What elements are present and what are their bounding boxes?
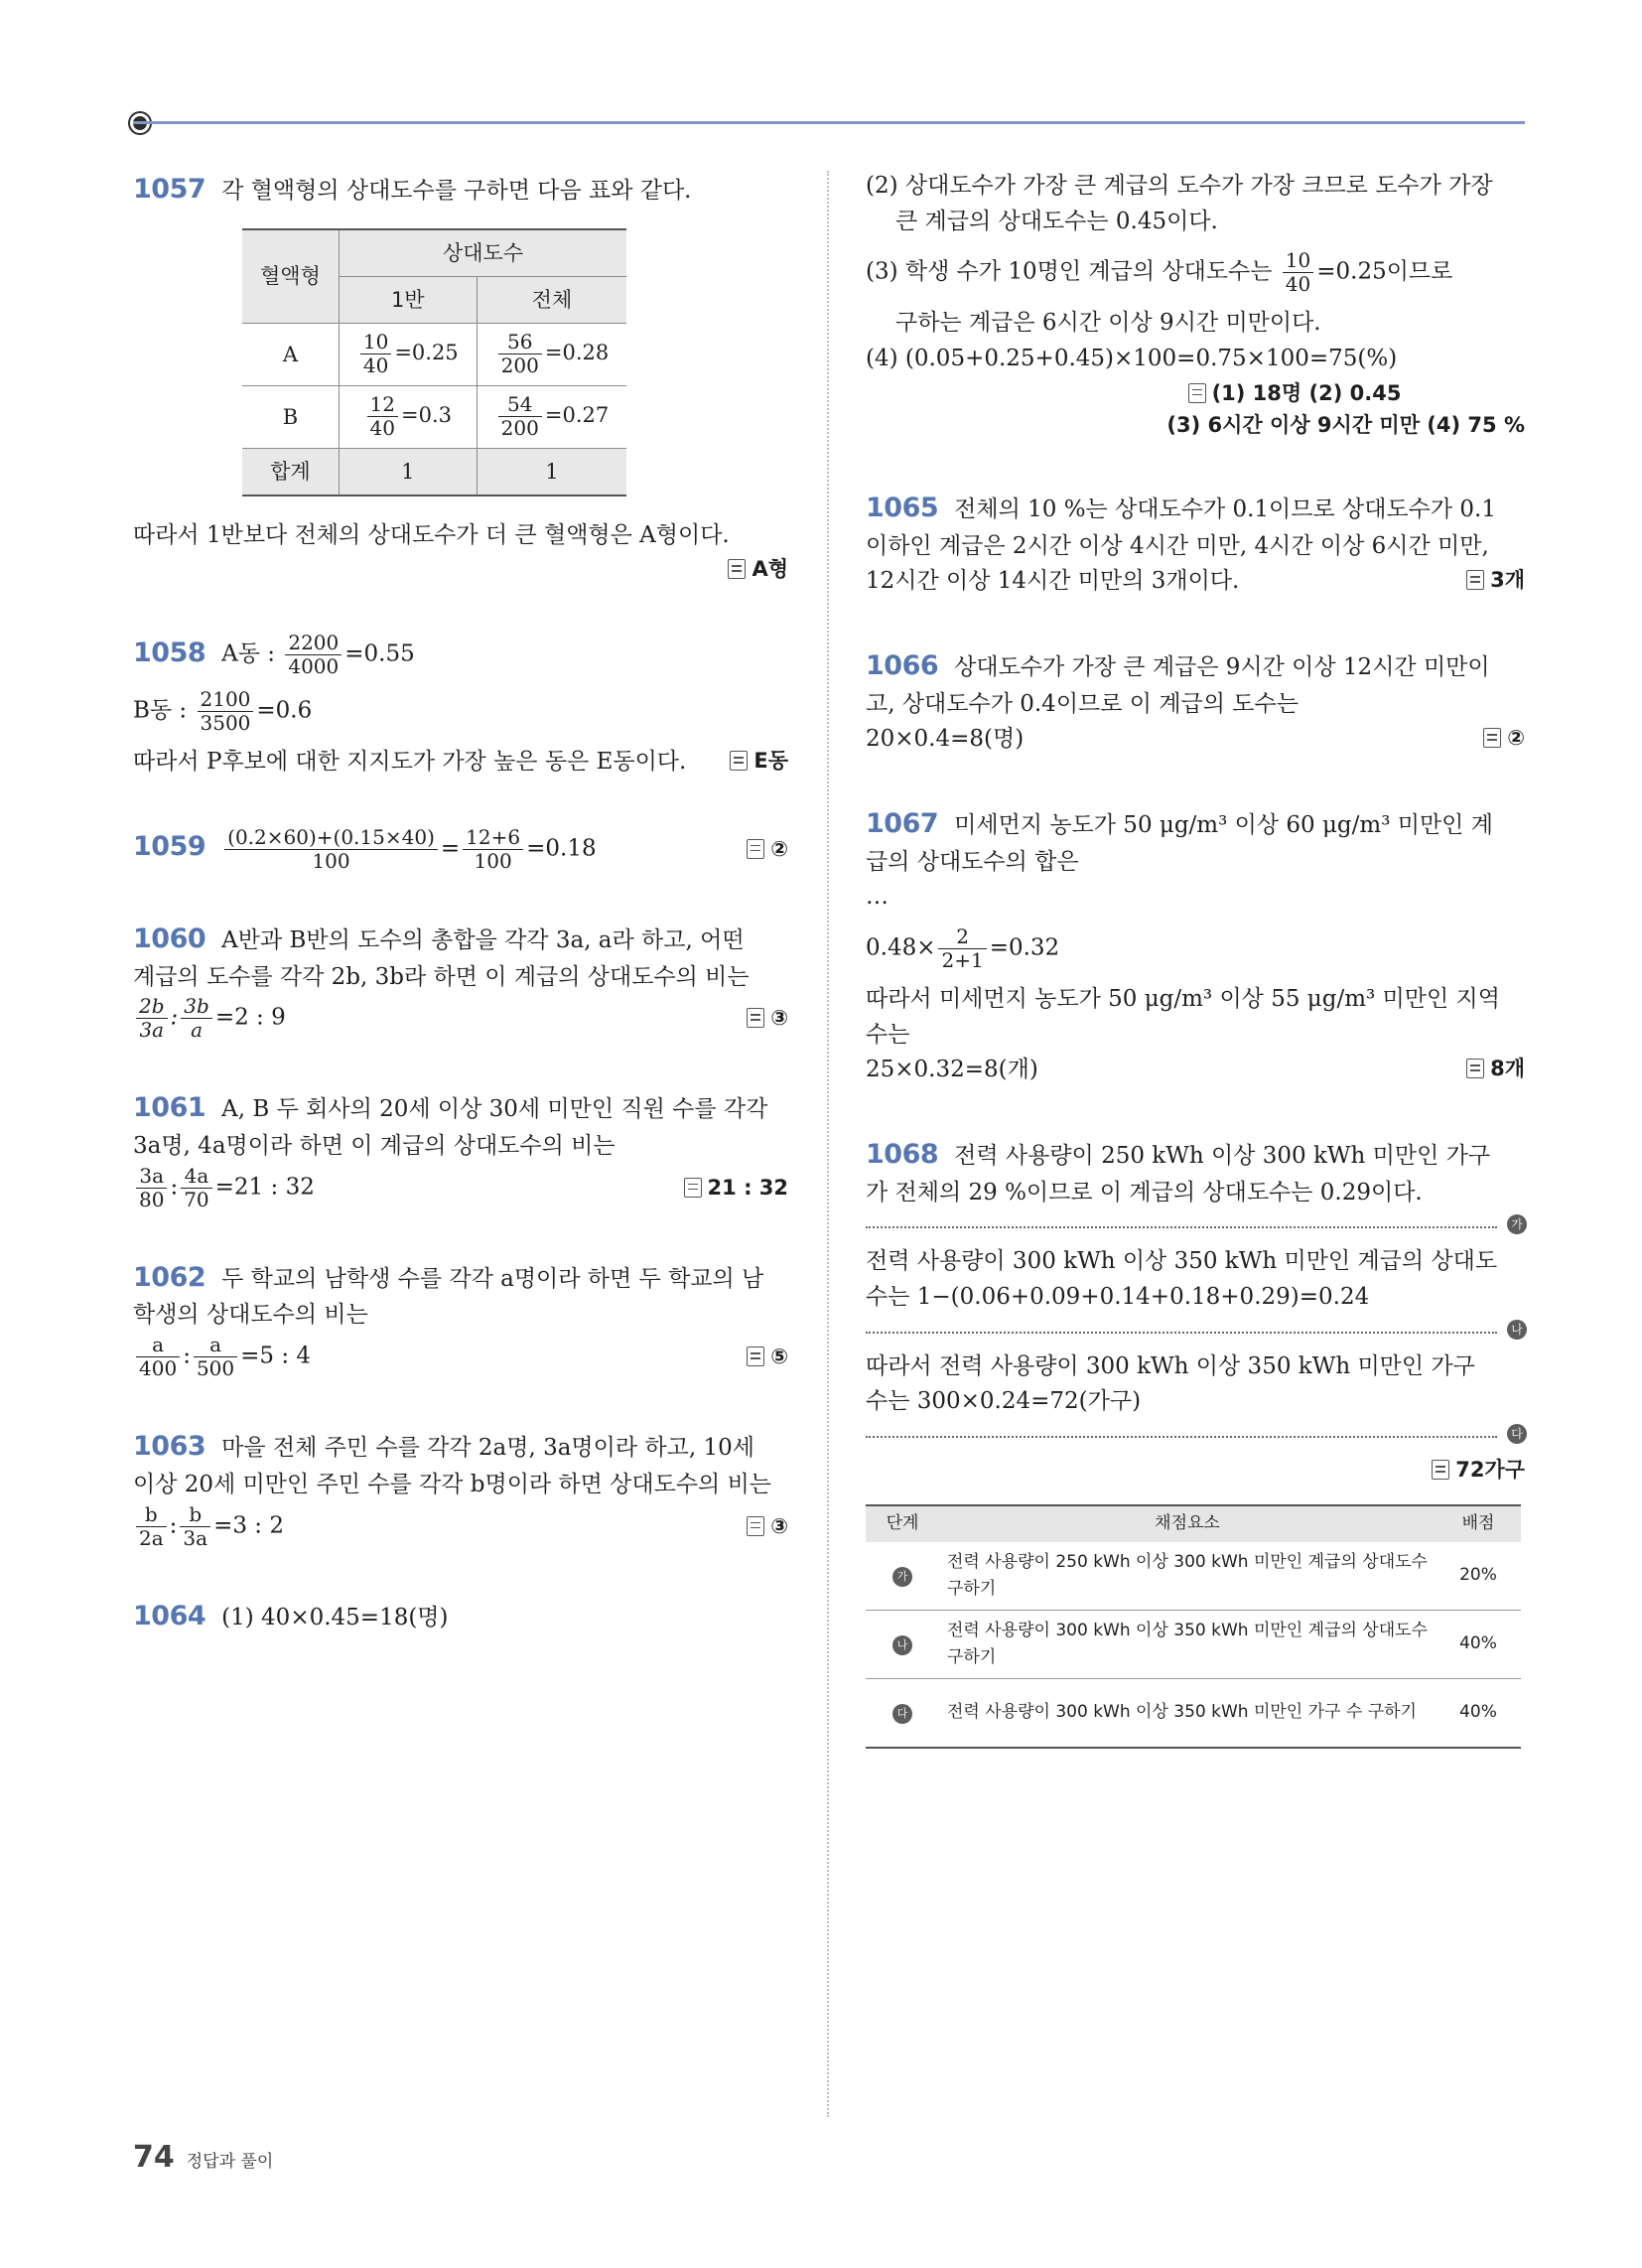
problem-number: 1062 <box>133 1261 206 1293</box>
grading-header-points: 배점 <box>1436 1505 1521 1542</box>
left-column <box>133 169 788 1682</box>
problem-text: 각 혈액형의 상대도수를 구하면 다음 표와 같다. <box>221 178 692 204</box>
grading-points: 40% <box>1436 1610 1521 1678</box>
step-marker: 가 <box>1507 1214 1527 1234</box>
answer-icon <box>684 1178 702 1198</box>
table-row <box>866 1678 1521 1748</box>
problem-1064-start: 1064 (1) 40×0.45=18(명) <box>133 1600 449 1631</box>
step-separator <box>866 1217 1523 1232</box>
problem-1058: 1058 A동 : $\frac{2200}{4000}$ =0.55 B동 : $\frac{2100}{3500}$ =0.6 따라서 P후보에 대한 지지도가 가장 높은 동은 E동이다. E동 <box>133 632 788 780</box>
problem-number: 1066 <box>866 649 939 681</box>
answer: E동 <box>730 745 788 780</box>
page-footer <box>133 2135 273 2182</box>
answer: 72가구 <box>866 1454 1525 1487</box>
problem-number: 1068 <box>866 1138 939 1170</box>
total-cell: $\frac{56}{200}$ =0.28 <box>477 323 626 385</box>
problem-1060: 1060 A반과 B반의 도수의 총합을 각각 3a, a라 하고, 어떤 계급의 도수를 각각 2b, 3b라 하면 이 계급의 상대도수의 비는 $\frac{2b}{3a}$ : $\frac{3b}{a}$ =2 : 9 ③ <box>133 922 788 1043</box>
class1-cell: $\frac{12}{40}$ =0.3 <box>339 385 477 448</box>
page-number: 74 <box>133 2140 175 2175</box>
problem-number: 1063 <box>133 1431 206 1463</box>
answer: ② <box>747 833 788 866</box>
answer: (3) 6시간 이상 9시간 미만 (4) 75 % <box>1166 413 1525 438</box>
table-row <box>242 323 626 385</box>
grading-item: 전력 사용량이 250 kWh 이상 300 kWh 미만인 계급의 상대도수 구하기 <box>939 1542 1436 1611</box>
problem-1067: 1067 미세먼지 농도가 50 μg/m³ 이상 60 μg/m³ 미만인 계 급의 상대도수의 합은 … 0.48× $\frac{2}{2+1}$ =0.32 따라서 미세먼지 농도가 50 μg/m³ 이상 55 μg/m³ 미만인 지역 수는 25×0.32=8(개) 8개 <box>866 803 1525 1088</box>
problem-1062: 1062 두 학교의 남학생 수를 각각 a명이라 하면 두 학교의 남 학생의 상대도수의 비는 $\frac{a}{400}$ : $\frac{a}{500}$ =5 : 4 ⑤ <box>133 1261 788 1381</box>
problem-1061: 1061 A, B 두 회사의 20세 이상 30세 미만인 직원 수를 각각 3a명, 4a명이라 하면 이 계급의 상대도수의 비는 $\frac{3a}{80}$ : $\frac{4a}{70}$ =21 : 32 21 : 32 <box>133 1092 788 1211</box>
blood-type-table <box>242 228 626 496</box>
problem-1065: 1065 전체의 10 %는 상대도수가 0.1이므로 상대도수가 0.1 이하인 계급은 2시간 이상 4시간 미만, 4시간 이상 6시간 미만, 12시간 이상 14시간 미만의 3개이다. 3개 <box>866 488 1525 600</box>
answer-icon <box>1188 383 1206 403</box>
grading-item: 전력 사용량이 300 kWh 이상 350 kWh 미만인 가구 수 구하기 <box>939 1678 1436 1748</box>
answer-icon <box>1432 1460 1449 1480</box>
problem-number: 1057 <box>133 174 206 205</box>
sum-class1: 1 <box>339 448 477 496</box>
problem-number: 1067 <box>866 807 939 839</box>
problem-number: 1059 <box>133 831 206 863</box>
answer: ③ <box>747 1002 788 1035</box>
problem-number: 1061 <box>133 1092 206 1124</box>
sum-label: 합계 <box>242 448 339 496</box>
table-header-total: 전체 <box>477 276 626 323</box>
problem-number: 1064 <box>133 1600 206 1631</box>
step-separator <box>866 1427 1523 1441</box>
grading-header-item: 채점요소 <box>939 1505 1436 1542</box>
problem-1063: 1063 마을 전체 주민 수를 각각 2a명, 3a명이라 하고, 10세 이상 20세 미만인 주민 수를 각각 b명이라 하면 상대도수의 비는 $\frac{b}{2a}$ : $\frac{b}{3a}$ =3 : 2 ③ <box>133 1431 788 1550</box>
problem-1064-continued: (2) 상대도수가 가장 큰 계급의 도수가 가장 크므로 도수가 가장 큰 계급의 상대도수는 0.45이다. (3) 학생 수가 10명인 계급의 상대도수는 $\frac{10}{40}$ =0.25이므로 구하는 계급은 6시간 이상 9시간 미만이다. (4) (0.05+0.25+0.45)×100=0.75×100=75(%) (1) 18명 (2) 0.45 (3) 6시간 이상 9시간 미만 (4) 75 % <box>866 169 1525 442</box>
problem-1068: 1068 전력 사용량이 250 kWh 이상 300 kWh 미만인 가구 가 전체의 29 %이므로 이 계급의 상대도수는 0.29이다. 가 전력 사용량이 300 kWh 이상 350 kWh 미만인 계급의 상대도 수는 1−(0.06+0.09+0.14+0.18+0.29)=0.24 나 따라서 전력 사용량이 300 kWh 이상 350 kWh 미만인 가구 수는 300×0.24=72(가구) 다 72가구 단계 채점요소 배점 가 전력 사용량이 250 kWh 이상 300 kWh 미만인 계급의 상대도수 구하기 20% 나 전력 사용량이 300 kWh 이상 350 kWh 미만인 계급의 상대도수 구하기 40% 다 전력 사용량이 300 kWh 이상 350 kWh 미만인 가구 수 구하기 40% <box>866 1134 1525 1749</box>
answer: 3개 <box>1466 564 1525 600</box>
answer: ② <box>1483 722 1525 758</box>
section-label: 정답과 풀이 <box>186 2152 274 2172</box>
column-divider <box>827 171 829 2117</box>
stage-badge: 나 <box>892 1635 912 1655</box>
grading-points: 20% <box>1436 1542 1521 1611</box>
problem-1057 <box>133 169 788 586</box>
table-header-type: 혈액형 <box>242 229 339 324</box>
table-sum-row <box>242 448 626 496</box>
answer: (1) 18명 (2) 0.45 <box>866 377 1525 410</box>
grading-points: 40% <box>1436 1678 1521 1748</box>
step-marker: 다 <box>1507 1424 1527 1444</box>
blood-type-cell: B <box>242 385 339 448</box>
problem-number: 1058 <box>133 637 206 668</box>
grading-header-stage: 단계 <box>866 1505 939 1542</box>
right-column <box>866 169 1525 1794</box>
stage-badge: 다 <box>892 1704 912 1724</box>
table-row <box>866 1610 1521 1678</box>
step-marker: 나 <box>1507 1320 1527 1340</box>
class1-cell: $\frac{10}{40}$ =0.25 <box>339 323 477 385</box>
answer-icon <box>1466 1059 1484 1078</box>
problem-number: 1065 <box>866 492 939 523</box>
answer: ⑤ <box>747 1341 788 1373</box>
conclusion-text: 따라서 P후보에 대한 지지도가 가장 높은 동은 E동이다. <box>133 749 687 776</box>
step-separator <box>866 1322 1523 1337</box>
table-row <box>242 385 626 448</box>
answer: 8개 <box>1466 1053 1525 1088</box>
problem-1066: 1066 상대도수가 가장 큰 계급은 9시간 이상 12시간 미만이 고, 상대도수가 0.4이므로 이 계급의 도수는 20×0.4=8(명) ② <box>866 645 1525 758</box>
blood-type-cell: A <box>242 323 339 385</box>
grading-table <box>866 1504 1521 1749</box>
answer-icon <box>747 1008 764 1028</box>
answer-icon <box>747 1516 764 1536</box>
answer: A형 <box>133 553 788 586</box>
table-header-relative: 상대도수 <box>339 229 626 277</box>
conclusion-text: 따라서 1반보다 전체의 상대도수가 더 큰 혈액형은 A형이다. <box>133 521 730 548</box>
answer-icon <box>1466 570 1484 590</box>
answer: ③ <box>747 1510 788 1543</box>
stage-badge: 가 <box>892 1567 912 1587</box>
list-item: B동 : $\frac{2100}{3500}$ =0.6 <box>133 687 313 736</box>
sum-total: 1 <box>477 448 626 496</box>
problem-1059: 1059 $\frac{(0.2\times 60)+(0.15\times 40)}{100}$ = $\frac{12+6}{100}$ =0.18 ② <box>133 824 788 873</box>
answer: 21 : 32 <box>684 1172 788 1205</box>
answer-icon <box>728 559 746 579</box>
total-cell: $\frac{54}{200}$ =0.27 <box>477 385 626 448</box>
table-row <box>866 1542 1521 1611</box>
header-rule <box>133 121 1525 124</box>
table-header-class1: 1반 <box>339 276 477 323</box>
answer-icon <box>1483 728 1501 748</box>
answer-icon <box>747 839 764 859</box>
grading-item: 전력 사용량이 300 kWh 이상 350 kWh 미만인 계급의 상대도수 구하기 <box>939 1610 1436 1678</box>
answer-icon <box>730 751 748 771</box>
answer-icon <box>747 1347 764 1366</box>
problem-number: 1060 <box>133 922 206 954</box>
